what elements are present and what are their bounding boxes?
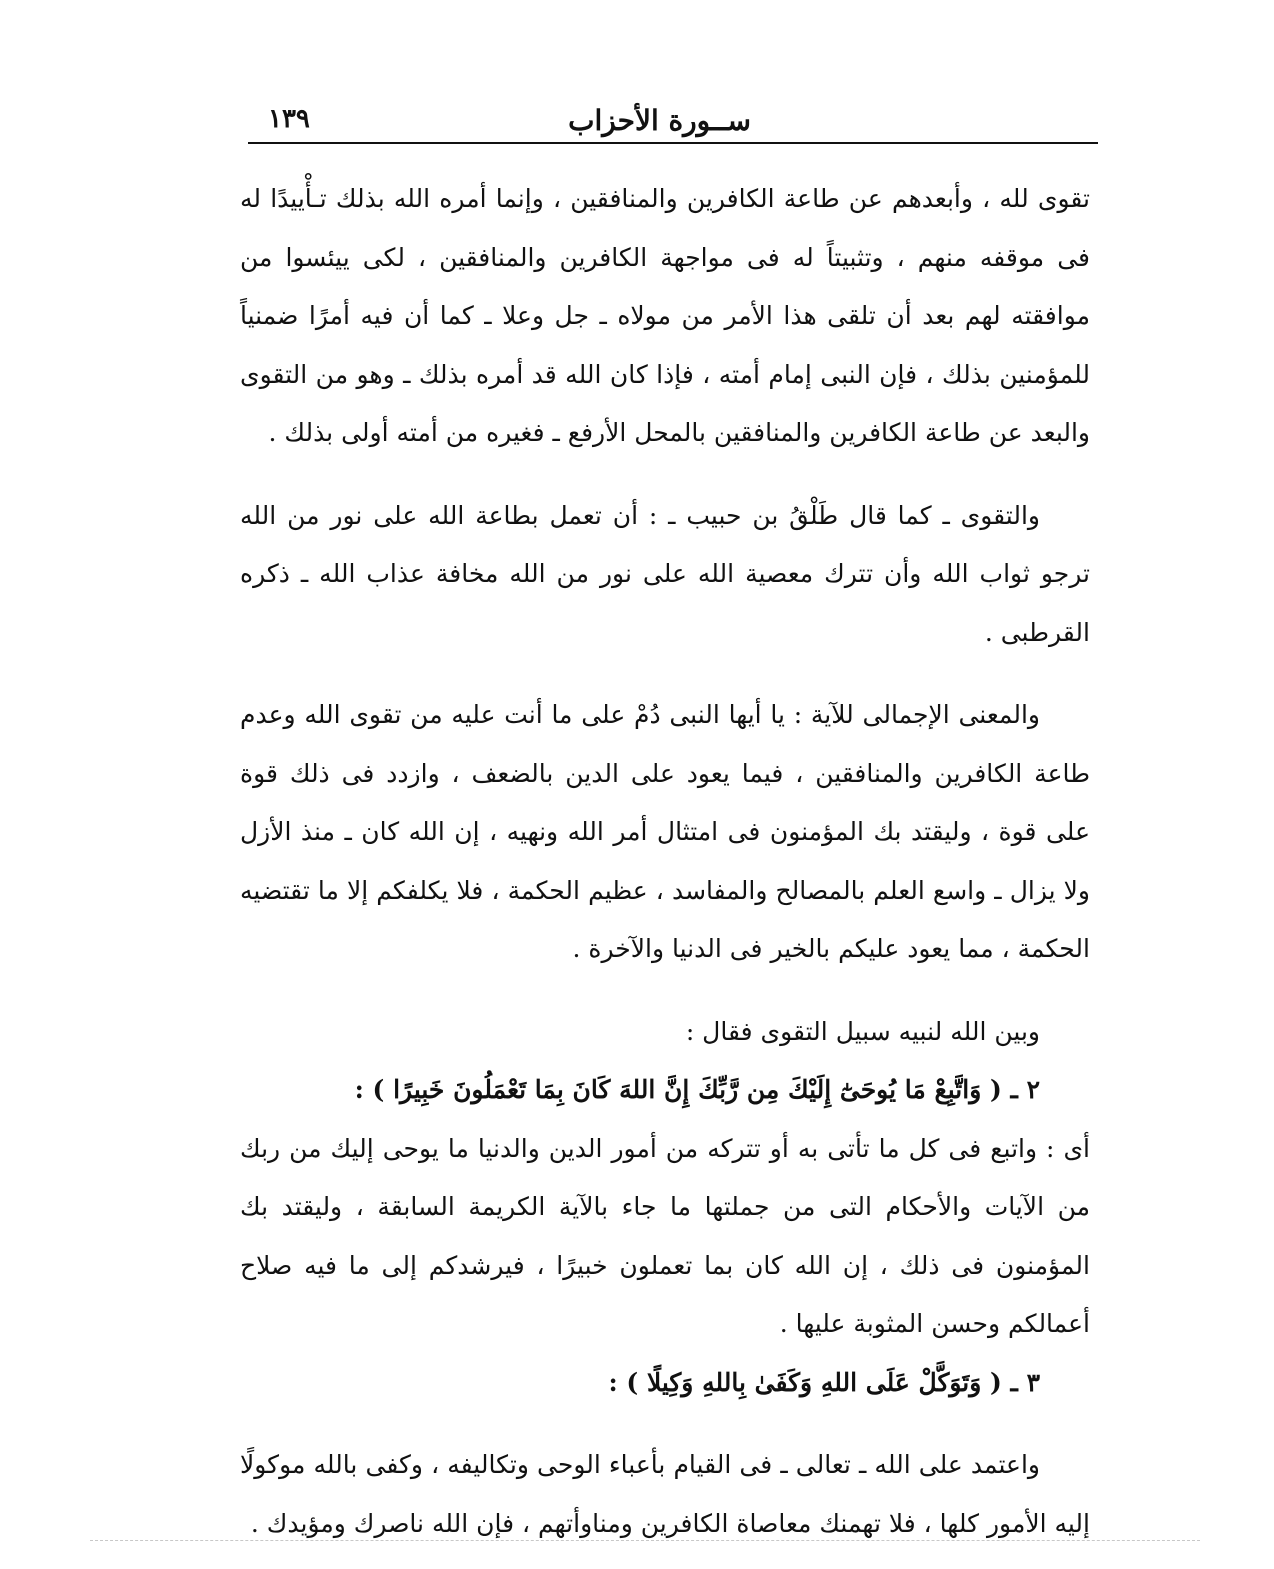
- paragraph-5: أى : واتبع فى كل ما تأتى به أو تتركه من أمور الدين والدنيا ما يوحى إليك من ربك من الآيات والأحكام التى من جملتها ما جاء بالآية الكريمة السابقة ، وليقتد بك المؤمنون فى ذلك ، إن الله كان بما تعملون خبيرًا ، فيرشدكم إلى ما فيه صلاح أعمالكم وحسن المثوبة عليها .: [240, 1133, 1090, 1338]
- paragraph-3: والمعنى الإجمالى للآية : يا أيها النبى دُمْ على ما أنت عليه من تقوى الله وعدم طاعة الكافرين والمنافقين ، فيما يعود على الدين بالضعف ، وازدد فى ذلك قوة على قوة ، وليقتد بك المؤمنون فى امتثال أمر الله ونهيه ، إن الله كان ـ منذ الأزل ولا يزال ـ واسع العلم بالمصالح والمفاسد ، عظيم الحكمة ، فلا يكلفكم إلا ما تقتضيه الحكمة ، مما يعود عليكم بالخير فى الدنيا والآخرة .: [240, 700, 1090, 963]
- verse-3: ٣ ـ ( وَتَوَكَّلْ عَلَى اللهِ وَكَفَىٰ بِاللهِ وَكِيلًا ) :: [608, 1367, 1040, 1397]
- page-number: ١٣٩: [268, 104, 310, 134]
- page-header: [250, 100, 1096, 144]
- paragraph-4: وبين الله لنبيه سبيل التقوى فقال :: [685, 1016, 1040, 1046]
- bottom-divider: [90, 1540, 1200, 1541]
- page-body: [240, 170, 1090, 1553]
- surah-title: ســورة الأحزاب: [568, 104, 751, 137]
- paragraph-1: تقوى لله ، وأبعدهم عن طاعة الكافرين والمنافقين ، وإنما أمره الله بذلك تـأْييدًا له فى موقفه منهم ، وتثبيتاً له فى مواجهة الكافرين والمنافقين ، لكى ييئسوا من موافقته لهم بعد أن تلقى هذا الأمر من مولاه ـ جل وعلا ـ كما أن فيه أمرًا ضمنياً للمؤمنين بذلك ، فإن النبى إمام أمته ، فإذا كان الله قد أمره بذلك ـ وهو من التقوى والبعد عن طاعة الكافرين والمنافقين بالمحل الأرفع ـ فغيره من أمته أولى بذلك .: [240, 184, 1090, 447]
- header-divider: [248, 142, 1098, 144]
- verse-2: ٢ ـ ( وَاتَّبِعْ مَا يُوحَىٰٓ إِلَيْكَ مِن رَّبِّكَ إِنَّ اللهَ كَانَ بِمَا تَعْمَلُونَ خَبِيرًا ) :: [354, 1075, 1040, 1104]
- paragraph-2: والتقوى ـ كما قال طَلْقُ بن حبيب ـ : أن تعمل بطاعة الله على نور من الله ترجو ثواب الله وأن تترك معصية الله على نور من الله مخافة عذاب الله ـ ذكره القرطبى .: [240, 500, 1090, 647]
- paragraph-6: واعتمد على الله ـ تعالى ـ فى القيام بأعباء الوحى وتكاليفه ، وكفى بالله موكولًا إليه الأمور كلها ، فلا تهمنك معاصاة الكافرين ومناوأتهم ، فإن الله ناصرك ومؤيدك .: [240, 1450, 1090, 1538]
